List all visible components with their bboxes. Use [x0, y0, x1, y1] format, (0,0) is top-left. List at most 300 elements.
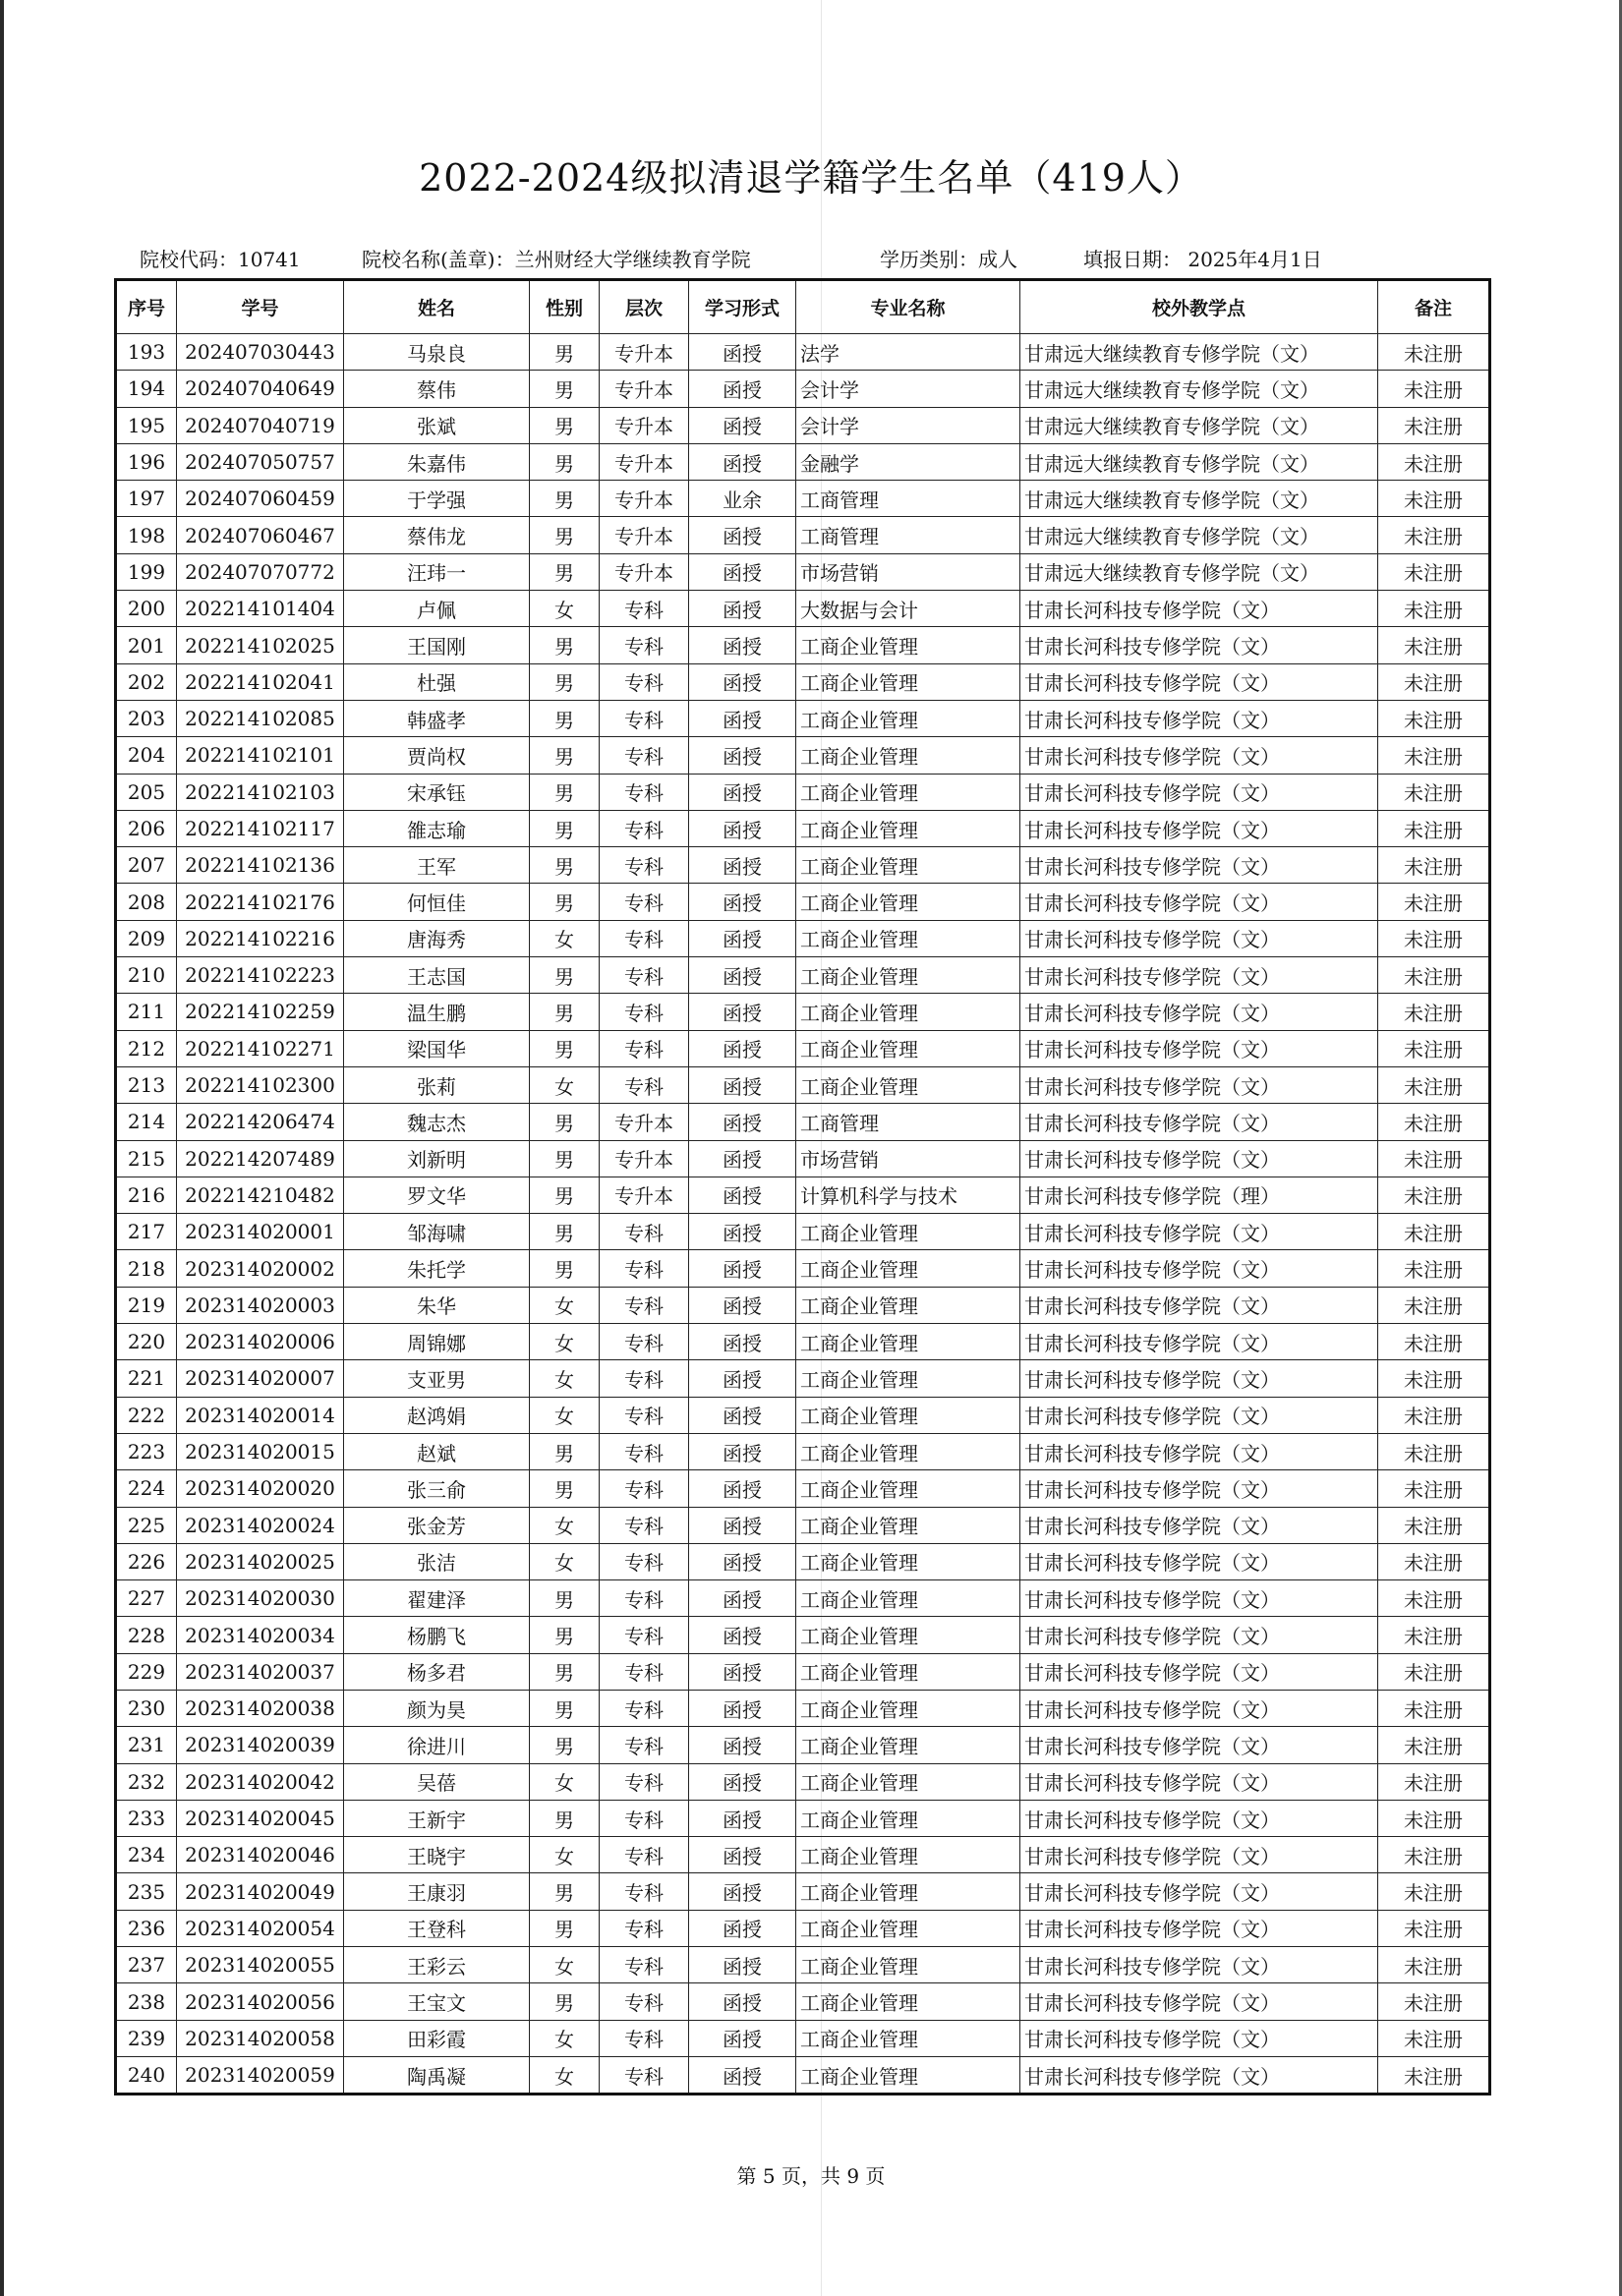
major-cell: 工商企业管理 [796, 1653, 1020, 1690]
study-mode-cell: 函授 [689, 1800, 796, 1836]
table-row [116, 481, 1490, 517]
scan-edge-left [0, 0, 4, 2296]
gender-cell: 男 [530, 994, 600, 1030]
gender-cell: 男 [530, 407, 600, 443]
teaching-site-cell: 甘肃长河科技专修学院（文） [1020, 1507, 1378, 1543]
teaching-site-cell: 甘肃长河科技专修学院（文） [1020, 1140, 1378, 1177]
student-id-cell: 202314020002 [177, 1250, 344, 1287]
teaching-site-cell: 甘肃长河科技专修学院（文） [1020, 663, 1378, 700]
study-mode-cell: 函授 [689, 1066, 796, 1103]
teaching-site-cell: 甘肃远大继续教育专修学院（文） [1020, 443, 1378, 480]
row-number-cell: 197 [116, 481, 177, 517]
row-number-cell: 199 [116, 553, 177, 590]
gender-cell: 男 [530, 810, 600, 846]
table-row [116, 1470, 1490, 1507]
student-name-cell: 蔡伟 [344, 371, 530, 407]
remark-cell: 未注册 [1378, 443, 1490, 480]
table-row [116, 1324, 1490, 1360]
student-name-cell: 张斌 [344, 407, 530, 443]
row-number-cell: 217 [116, 1214, 177, 1250]
student-id-cell: 202314020059 [177, 2056, 344, 2094]
table-header-row [116, 280, 1490, 334]
level-cell: 专科 [600, 1397, 689, 1433]
major-cell: 会计学 [796, 371, 1020, 407]
gender-cell: 女 [530, 1507, 600, 1543]
student-name-cell: 马泉良 [344, 334, 530, 371]
remark-cell: 未注册 [1378, 1360, 1490, 1397]
study-mode-cell: 函授 [689, 1580, 796, 1617]
gender-cell: 男 [530, 1433, 600, 1469]
remark-cell: 未注册 [1378, 884, 1490, 920]
teaching-site-cell: 甘肃长河科技专修学院（文） [1020, 1250, 1378, 1287]
study-mode-cell: 函授 [689, 1214, 796, 1250]
row-number-cell: 201 [116, 627, 177, 663]
gender-cell: 男 [530, 1800, 600, 1836]
major-cell: 工商企业管理 [796, 1947, 1020, 1983]
gender-cell: 男 [530, 334, 600, 371]
row-number-cell: 195 [116, 407, 177, 443]
gender-cell: 女 [530, 2020, 600, 2056]
row-number-cell: 220 [116, 1324, 177, 1360]
study-mode-cell: 函授 [689, 737, 796, 774]
major-cell: 市场营销 [796, 1140, 1020, 1177]
study-mode-cell: 函授 [689, 957, 796, 994]
student-name-cell: 赵斌 [344, 1433, 530, 1469]
table-row [116, 627, 1490, 663]
row-number-cell: 227 [116, 1580, 177, 1617]
teaching-site-cell: 甘肃远大继续教育专修学院（文） [1020, 334, 1378, 371]
table-row [116, 591, 1490, 627]
table-row [116, 847, 1490, 884]
teaching-site-cell: 甘肃远大继续教育专修学院（文） [1020, 553, 1378, 590]
row-number-cell: 224 [116, 1470, 177, 1507]
teaching-site-cell: 甘肃长河科技专修学院（文） [1020, 1543, 1378, 1579]
table-row [116, 1653, 1490, 1690]
student-id-cell: 202214206474 [177, 1104, 344, 1140]
row-number-cell: 214 [116, 1104, 177, 1140]
student-name-cell: 田彩霞 [344, 2020, 530, 2056]
row-number-cell: 233 [116, 1800, 177, 1836]
major-cell: 金融学 [796, 443, 1020, 480]
student-name-cell: 刘新明 [344, 1140, 530, 1177]
remark-cell: 未注册 [1378, 1653, 1490, 1690]
row-number-cell: 211 [116, 994, 177, 1030]
teaching-site-cell: 甘肃长河科技专修学院（文） [1020, 1580, 1378, 1617]
remark-cell: 未注册 [1378, 1214, 1490, 1250]
student-id-cell: 202407060459 [177, 481, 344, 517]
student-name-cell: 张洁 [344, 1543, 530, 1579]
study-mode-cell: 函授 [689, 1104, 796, 1140]
student-name-cell: 张金芳 [344, 1507, 530, 1543]
student-id-cell: 202314020039 [177, 1727, 344, 1763]
row-number-cell: 212 [116, 1030, 177, 1066]
student-id-cell: 202314020024 [177, 1507, 344, 1543]
major-cell: 工商企业管理 [796, 1763, 1020, 1800]
study-mode-cell: 函授 [689, 663, 796, 700]
school-code: 院校代码：10741 [140, 248, 301, 271]
remark-cell: 未注册 [1378, 1617, 1490, 1653]
row-number-cell: 232 [116, 1763, 177, 1800]
major-cell: 工商企业管理 [796, 1030, 1020, 1066]
major-cell: 工商管理 [796, 517, 1020, 553]
teaching-site-cell: 甘肃长河科技专修学院（文） [1020, 847, 1378, 884]
major-cell: 法学 [796, 334, 1020, 371]
student-id-cell: 202214102300 [177, 1066, 344, 1103]
student-id-cell: 202314020056 [177, 1983, 344, 2020]
student-name-cell: 张莉 [344, 1066, 530, 1103]
level-cell: 专科 [600, 1324, 689, 1360]
study-mode-cell: 函授 [689, 1324, 796, 1360]
student-name-cell: 支亚男 [344, 1360, 530, 1397]
student-id-cell: 202314020007 [177, 1360, 344, 1397]
row-number-cell: 213 [116, 1066, 177, 1103]
col-header: 专业名称 [796, 280, 1020, 334]
col-header: 校外教学点 [1020, 280, 1378, 334]
table-row [116, 2020, 1490, 2056]
teaching-site-cell: 甘肃远大继续教育专修学院（文） [1020, 407, 1378, 443]
major-cell: 工商企业管理 [796, 1360, 1020, 1397]
remark-cell: 未注册 [1378, 481, 1490, 517]
major-cell: 工商管理 [796, 481, 1020, 517]
student-name-cell: 翟建泽 [344, 1580, 530, 1617]
teaching-site-cell: 甘肃长河科技专修学院（文） [1020, 957, 1378, 994]
student-name-cell: 杨多君 [344, 1653, 530, 1690]
major-cell: 工商企业管理 [796, 1470, 1020, 1507]
table-row [116, 371, 1490, 407]
major-cell: 工商企业管理 [796, 663, 1020, 700]
student-id-cell: 202214102136 [177, 847, 344, 884]
level-cell: 专科 [600, 1947, 689, 1983]
table-row [116, 1140, 1490, 1177]
gender-cell: 男 [530, 1617, 600, 1653]
level-cell: 专科 [600, 1580, 689, 1617]
gender-cell: 男 [530, 1580, 600, 1617]
remark-cell: 未注册 [1378, 1177, 1490, 1213]
teaching-site-cell: 甘肃长河科技专修学院（文） [1020, 627, 1378, 663]
study-mode-cell: 函授 [689, 1140, 796, 1177]
study-mode-cell: 函授 [689, 1470, 796, 1507]
level-cell: 专科 [600, 1690, 689, 1726]
major-cell: 会计学 [796, 407, 1020, 443]
student-id-cell: 202314020038 [177, 1690, 344, 1726]
teaching-site-cell: 甘肃长河科技专修学院（文） [1020, 1800, 1378, 1836]
table-row [116, 2056, 1490, 2094]
gender-cell: 男 [530, 1983, 600, 2020]
student-id-cell: 202314020055 [177, 1947, 344, 1983]
gender-cell: 男 [530, 847, 600, 884]
student-id-cell: 202314020054 [177, 1910, 344, 1946]
gender-cell: 女 [530, 591, 600, 627]
teaching-site-cell: 甘肃长河科技专修学院（文） [1020, 2056, 1378, 2094]
gender-cell: 男 [530, 957, 600, 994]
student-name-cell: 杜强 [344, 663, 530, 700]
table-row [116, 1104, 1490, 1140]
level-cell: 专科 [600, 1837, 689, 1873]
study-mode-cell: 函授 [689, 334, 796, 371]
table-row [116, 1910, 1490, 1946]
table-row [116, 737, 1490, 774]
row-number-cell: 237 [116, 1947, 177, 1983]
table-row [116, 700, 1490, 736]
remark-cell: 未注册 [1378, 371, 1490, 407]
teaching-site-cell: 甘肃远大继续教育专修学院（文） [1020, 371, 1378, 407]
student-id-cell: 202314020045 [177, 1800, 344, 1836]
level-cell: 专升本 [600, 481, 689, 517]
remark-cell: 未注册 [1378, 700, 1490, 736]
student-name-cell: 罗文华 [344, 1177, 530, 1213]
meta-line [0, 244, 1622, 273]
row-number-cell: 228 [116, 1617, 177, 1653]
level-cell: 专科 [600, 627, 689, 663]
row-number-cell: 210 [116, 957, 177, 994]
student-name-cell: 王彩云 [344, 1947, 530, 1983]
student-id-cell: 202314020020 [177, 1470, 344, 1507]
remark-cell: 未注册 [1378, 1287, 1490, 1323]
table-row [116, 1617, 1490, 1653]
row-number-cell: 223 [116, 1433, 177, 1469]
row-number-cell: 202 [116, 663, 177, 700]
major-cell: 工商企业管理 [796, 1910, 1020, 1946]
teaching-site-cell: 甘肃长河科技专修学院（文） [1020, 1983, 1378, 2020]
level-cell: 专科 [600, 1287, 689, 1323]
teaching-site-cell: 甘肃长河科技专修学院（文） [1020, 1910, 1378, 1946]
row-number-cell: 222 [116, 1397, 177, 1433]
student-id-cell: 202314020006 [177, 1324, 344, 1360]
remark-cell: 未注册 [1378, 1763, 1490, 1800]
major-cell: 工商企业管理 [796, 1507, 1020, 1543]
table-row [116, 1727, 1490, 1763]
remark-cell: 未注册 [1378, 517, 1490, 553]
remark-cell: 未注册 [1378, 1543, 1490, 1579]
study-mode-cell: 函授 [689, 1433, 796, 1469]
student-name-cell: 王康羽 [344, 1873, 530, 1910]
student-name-cell: 陶禹凝 [344, 2056, 530, 2094]
student-id-cell: 202214102271 [177, 1030, 344, 1066]
student-name-cell: 王登科 [344, 1910, 530, 1946]
level-cell: 专升本 [600, 443, 689, 480]
student-id-cell: 202314020025 [177, 1543, 344, 1579]
row-number-cell: 231 [116, 1727, 177, 1763]
row-number-cell: 221 [116, 1360, 177, 1397]
student-name-cell: 王宝文 [344, 1983, 530, 2020]
gender-cell: 男 [530, 1140, 600, 1177]
major-cell: 市场营销 [796, 553, 1020, 590]
major-cell: 工商企业管理 [796, 884, 1020, 920]
study-mode-cell: 函授 [689, 443, 796, 480]
student-table [114, 278, 1491, 2095]
student-name-cell: 杨鹏飞 [344, 1617, 530, 1653]
study-mode-cell: 函授 [689, 1397, 796, 1433]
student-id-cell: 202314020003 [177, 1287, 344, 1323]
major-cell: 工商企业管理 [796, 1250, 1020, 1287]
study-mode-cell: 函授 [689, 1653, 796, 1690]
remark-cell: 未注册 [1378, 591, 1490, 627]
remark-cell: 未注册 [1378, 957, 1490, 994]
level-cell: 专升本 [600, 371, 689, 407]
table-row [116, 810, 1490, 846]
gender-cell: 男 [530, 1177, 600, 1213]
student-id-cell: 202314020042 [177, 1763, 344, 1800]
teaching-site-cell: 甘肃长河科技专修学院（文） [1020, 1360, 1378, 1397]
student-name-cell: 于学强 [344, 481, 530, 517]
major-cell: 工商企业管理 [796, 1983, 1020, 2020]
remark-cell: 未注册 [1378, 994, 1490, 1030]
row-number-cell: 206 [116, 810, 177, 846]
remark-cell: 未注册 [1378, 1690, 1490, 1726]
gender-cell: 男 [530, 517, 600, 553]
row-number-cell: 205 [116, 774, 177, 810]
level-cell: 专科 [600, 1910, 689, 1946]
remark-cell: 未注册 [1378, 2056, 1490, 2094]
teaching-site-cell: 甘肃长河科技专修学院（文） [1020, 591, 1378, 627]
level-cell: 专升本 [600, 1104, 689, 1140]
teaching-site-cell: 甘肃长河科技专修学院（文） [1020, 994, 1378, 1030]
row-number-cell: 203 [116, 700, 177, 736]
student-name-cell: 汪玮一 [344, 553, 530, 590]
level-cell: 专科 [600, 957, 689, 994]
study-mode-cell: 业余 [689, 481, 796, 517]
table-row [116, 1287, 1490, 1323]
level-cell: 专升本 [600, 1177, 689, 1213]
row-number-cell: 219 [116, 1287, 177, 1323]
teaching-site-cell: 甘肃长河科技专修学院（文） [1020, 1763, 1378, 1800]
table-row [116, 1507, 1490, 1543]
gender-cell: 女 [530, 1543, 600, 1579]
major-cell: 工商企业管理 [796, 920, 1020, 956]
remark-cell: 未注册 [1378, 663, 1490, 700]
student-name-cell: 周锦娜 [344, 1324, 530, 1360]
study-mode-cell: 函授 [689, 591, 796, 627]
gender-cell: 女 [530, 1837, 600, 1873]
row-number-cell: 240 [116, 2056, 177, 2094]
gender-cell: 男 [530, 627, 600, 663]
student-name-cell: 王晓宇 [344, 1837, 530, 1873]
remark-cell: 未注册 [1378, 1324, 1490, 1360]
student-name-cell: 贾尚权 [344, 737, 530, 774]
teaching-site-cell: 甘肃长河科技专修学院（文） [1020, 1873, 1378, 1910]
teaching-site-cell: 甘肃长河科技专修学院（文） [1020, 1690, 1378, 1726]
table-row [116, 1250, 1490, 1287]
level-cell: 专科 [600, 663, 689, 700]
student-id-cell: 202407040649 [177, 371, 344, 407]
row-number-cell: 194 [116, 371, 177, 407]
remark-cell: 未注册 [1378, 920, 1490, 956]
major-cell: 工商企业管理 [796, 847, 1020, 884]
student-name-cell: 韩盛孝 [344, 700, 530, 736]
student-id-cell: 202214101404 [177, 591, 344, 627]
level-cell: 专科 [600, 1727, 689, 1763]
study-mode-cell: 函授 [689, 627, 796, 663]
major-cell: 工商企业管理 [796, 1397, 1020, 1433]
teaching-site-cell: 甘肃长河科技专修学院（文） [1020, 1837, 1378, 1873]
study-mode-cell: 函授 [689, 1543, 796, 1579]
gender-cell: 男 [530, 1727, 600, 1763]
col-header: 层次 [600, 280, 689, 334]
level-cell: 专科 [600, 847, 689, 884]
major-cell: 工商企业管理 [796, 1580, 1020, 1617]
major-cell: 工商企业管理 [796, 774, 1020, 810]
major-cell: 工商企业管理 [796, 1873, 1020, 1910]
student-id-cell: 202314020046 [177, 1837, 344, 1873]
student-name-cell: 朱嘉伟 [344, 443, 530, 480]
remark-cell: 未注册 [1378, 1947, 1490, 1983]
student-name-cell: 王国刚 [344, 627, 530, 663]
row-number-cell: 207 [116, 847, 177, 884]
remark-cell: 未注册 [1378, 737, 1490, 774]
gender-cell: 女 [530, 1397, 600, 1433]
remark-cell: 未注册 [1378, 1433, 1490, 1469]
level-cell: 专升本 [600, 1140, 689, 1177]
table-row [116, 957, 1490, 994]
remark-cell: 未注册 [1378, 1470, 1490, 1507]
study-mode-cell: 函授 [689, 1617, 796, 1653]
level-cell: 专科 [600, 1066, 689, 1103]
study-mode-cell: 函授 [689, 920, 796, 956]
study-mode-cell: 函授 [689, 1873, 796, 1910]
student-name-cell: 梁国华 [344, 1030, 530, 1066]
study-mode-cell: 函授 [689, 810, 796, 846]
remark-cell: 未注册 [1378, 553, 1490, 590]
table-row [116, 884, 1490, 920]
student-name-cell: 张三俞 [344, 1470, 530, 1507]
row-number-cell: 193 [116, 334, 177, 371]
gender-cell: 男 [530, 1104, 600, 1140]
school-name: 院校名称(盖章)：兰州财经大学继续教育学院 [362, 248, 751, 271]
col-header: 姓名 [344, 280, 530, 334]
gender-cell: 女 [530, 1324, 600, 1360]
major-cell: 工商企业管理 [796, 994, 1020, 1030]
study-mode-cell: 函授 [689, 1910, 796, 1946]
remark-cell: 未注册 [1378, 1250, 1490, 1287]
study-mode-cell: 函授 [689, 1287, 796, 1323]
table-row [116, 663, 1490, 700]
student-id-cell: 202214102176 [177, 884, 344, 920]
remark-cell: 未注册 [1378, 1030, 1490, 1066]
study-mode-cell: 函授 [689, 884, 796, 920]
table-row [116, 553, 1490, 590]
gender-cell: 男 [530, 1470, 600, 1507]
major-cell: 工商企业管理 [796, 1543, 1020, 1579]
level-cell: 专科 [600, 1507, 689, 1543]
level-cell: 专科 [600, 994, 689, 1030]
table-row [116, 1030, 1490, 1066]
student-id-cell: 202314020030 [177, 1580, 344, 1617]
remark-cell: 未注册 [1378, 407, 1490, 443]
gender-cell: 男 [530, 481, 600, 517]
student-name-cell: 雒志瑜 [344, 810, 530, 846]
study-mode-cell: 函授 [689, 1763, 796, 1800]
teaching-site-cell: 甘肃长河科技专修学院（文） [1020, 810, 1378, 846]
teaching-site-cell: 甘肃长河科技专修学院（理） [1020, 1177, 1378, 1213]
major-cell: 工商企业管理 [796, 1727, 1020, 1763]
level-cell: 专科 [600, 2056, 689, 2094]
row-number-cell: 200 [116, 591, 177, 627]
level-cell: 专升本 [600, 407, 689, 443]
study-mode-cell: 函授 [689, 1177, 796, 1213]
level-cell: 专科 [600, 591, 689, 627]
table-row [116, 1983, 1490, 2020]
row-number-cell: 196 [116, 443, 177, 480]
row-number-cell: 229 [116, 1653, 177, 1690]
major-cell: 工商企业管理 [796, 1324, 1020, 1360]
major-cell: 工商企业管理 [796, 957, 1020, 994]
col-header: 性别 [530, 280, 600, 334]
major-cell: 工商企业管理 [796, 1433, 1020, 1469]
student-id-cell: 202314020014 [177, 1397, 344, 1433]
table-row [116, 920, 1490, 956]
student-id-cell: 202214102101 [177, 737, 344, 774]
table-row [116, 517, 1490, 553]
